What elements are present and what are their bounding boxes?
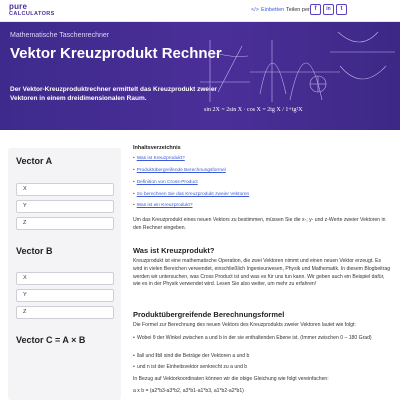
coords-paragraph: In Bezug auf Vektorkoordinaten können wir die obige Gleichung wie folgt vereinfachen: <box>133 376 329 382</box>
math-illustration <box>190 22 400 130</box>
vector-a-x-input[interactable]: X <box>16 183 114 196</box>
toc-item-label: Produktübergreifende Berechnungsformel <box>136 168 226 173</box>
bullet-icon: • <box>133 180 135 185</box>
toc-item-label: Definition von Cross-Product <box>136 180 198 185</box>
page-title: Vektor Kreuzprodukt Rechner <box>10 45 222 62</box>
embed-link[interactable] <box>251 7 284 13</box>
list-item: • ‖a‖ und ‖b‖ sind die Beträge der Vektoren a und b <box>137 353 387 361</box>
formula-paragraph: Die Formel zur Berechnung des neuen Vektors des Kreuzprodukts zweier Vektoren lautet wie folgt: <box>133 322 356 328</box>
toc-item[interactable] <box>133 192 249 197</box>
logo-text-primary: pure <box>9 2 28 11</box>
toc-title: Inhaltsverzeichnis <box>133 145 181 151</box>
vector-b-title: Vector B <box>16 246 53 256</box>
toc-item[interactable] <box>133 156 185 161</box>
toc-item-label: Was ist Kreuzprodukt? <box>136 156 185 161</box>
vector-c-title: Vector C = A × B <box>16 335 86 345</box>
hero-formula: sin 2X = 2sin X · cos X = 2tg X / 1+tg²X <box>204 107 303 113</box>
toc-item-label: Was ist ein Kreuzprodukt? <box>136 203 193 208</box>
vector-b-y-input[interactable]: Y <box>16 289 114 302</box>
list-item: • Wobei θ der Winkel zwischen a und b in der sie enthaltenden Ebene ist. (Immer zwischen 0 – 180 Grad) <box>137 335 387 343</box>
bullet-icon: • <box>133 168 135 173</box>
toc-item[interactable] <box>133 168 226 173</box>
vector-a-title: Vector A <box>16 156 53 166</box>
linkedin-icon[interactable]: in <box>323 4 334 15</box>
logo-text-secondary: CALCULATORS <box>9 11 55 17</box>
share-label: Teilen per <box>286 7 310 13</box>
section-heading-formula: Produktübergreifende Berechnungsformel <box>133 310 285 319</box>
site-logo[interactable] <box>9 3 55 18</box>
vector-a-z-input[interactable]: Z <box>16 217 114 230</box>
toc-item[interactable] <box>133 180 198 185</box>
bullet-icon: • <box>133 156 135 161</box>
bullet-icon: • <box>133 192 135 197</box>
twitter-icon[interactable]: t <box>336 4 347 15</box>
hero-banner <box>0 22 400 130</box>
top-bar <box>0 0 400 22</box>
section-heading-what: Was ist Kreuzprodukt? <box>133 246 215 255</box>
calculator-panel <box>8 148 121 400</box>
vector-a-y-input[interactable]: Y <box>16 200 114 213</box>
vector-b-z-input[interactable]: Z <box>16 306 114 319</box>
what-paragraph: Kreuzprodukt ist eine mathematische Operation, die zwei Vektoren nimmt und einen neuen Vektor erzeugt. Es wird in vielen Bereichen verwendet, einschließlich Ingenieurwesen, Physik und Mathematik. In diesem Blogbeitrag werden wir untersuchen, was Cross Product ist und was es für uns tun kann. Wir geben auch ein Beispiel dafür, wie es in der Physik verwendet wird. Lesen Sie also weiter, um mehr zu erfahren! <box>133 258 391 288</box>
vector-b-x-input[interactable]: X <box>16 272 114 285</box>
toc-item-label: So berechnen Sie das Kreuzprodukt zweier Vektoren <box>136 192 250 197</box>
cross-product-equation: a x b = (a2*b3-a3*b2, a3*b1-a1*b3, a1*b2-a2*b1) <box>133 388 244 394</box>
breadcrumb[interactable]: Mathematische Taschenrechner <box>10 32 110 39</box>
list-item: • und n ist der Einheitsvektor senkrecht zu a und b <box>137 364 387 372</box>
toc-item[interactable] <box>133 203 193 208</box>
facebook-icon[interactable]: f <box>310 4 321 15</box>
bullet-icon: • <box>133 203 135 208</box>
code-icon: </> <box>251 7 259 13</box>
page-description: Der Vektor-Kreuzproduktrechner ermittelt das Kreuzprodukt zweier Vektoren in einem dreidimensionalen Raum. <box>10 86 217 102</box>
embed-label: Einbetten <box>260 7 285 13</box>
intro-paragraph: Um das Kreuzprodukt eines neuen Vektors zu bestimmen, müssen Sie die x-, y- und z-Werte zweier Vektoren in den Rechner eingeben. <box>133 217 386 231</box>
